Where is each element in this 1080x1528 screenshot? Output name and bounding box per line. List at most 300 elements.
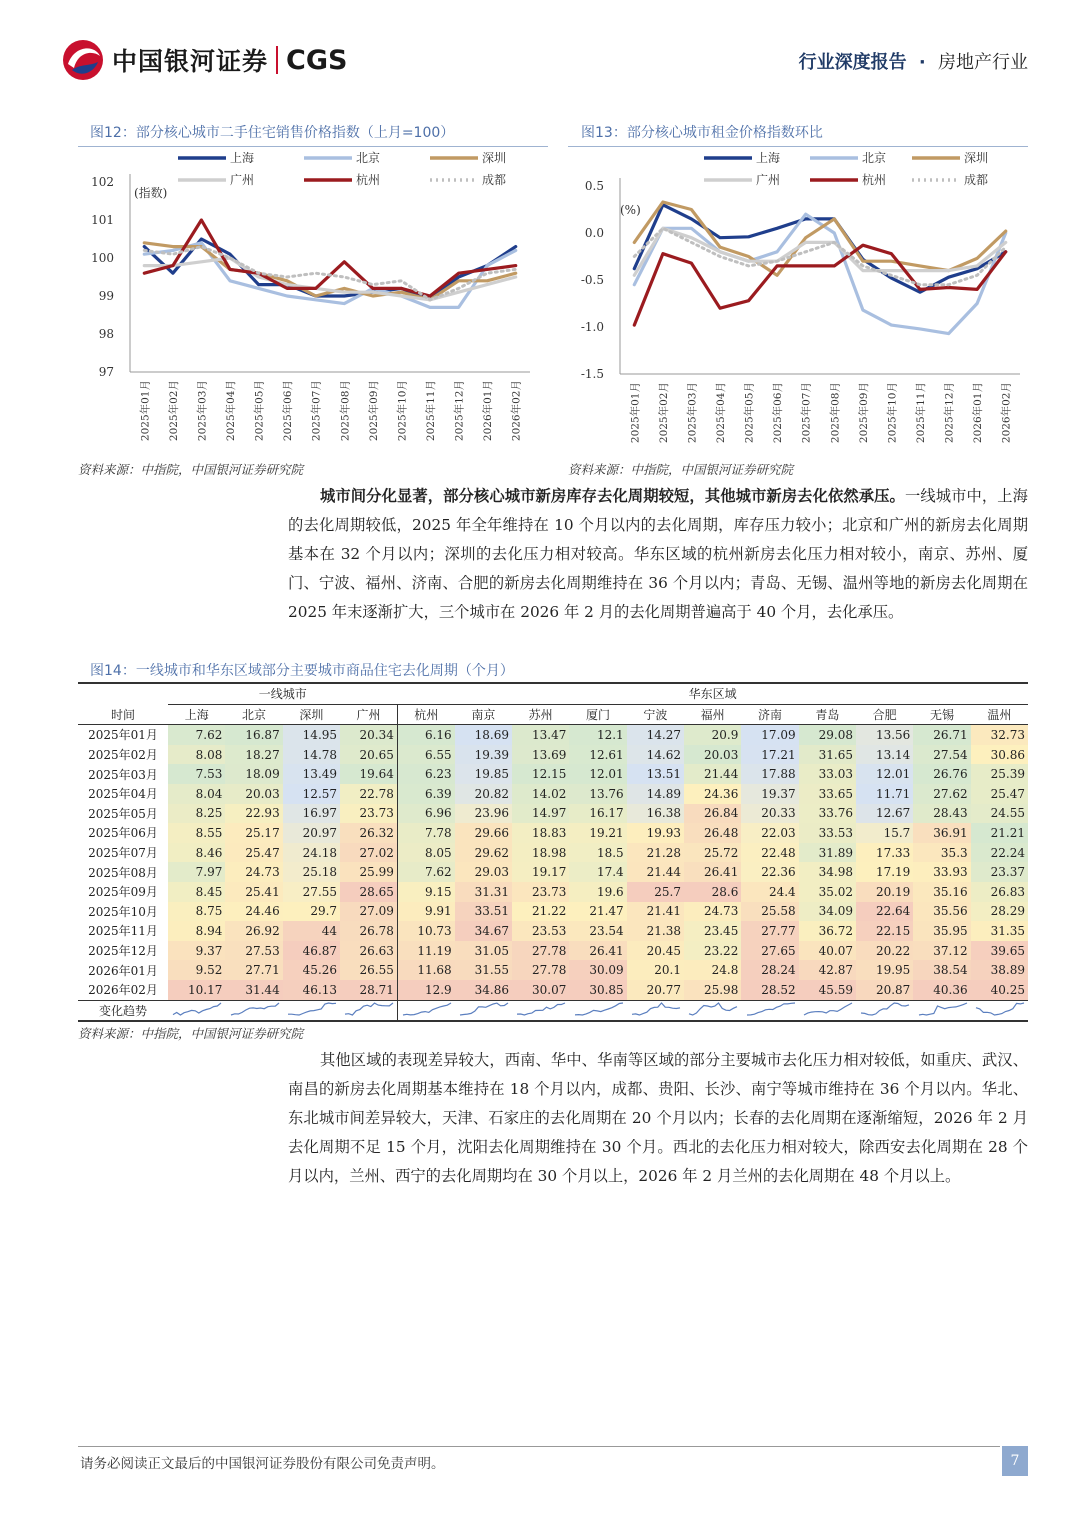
table-cell: 31.55: [455, 960, 512, 980]
table-cell: 9.15: [397, 882, 454, 902]
table-cell: 22.64: [856, 902, 913, 922]
table-cell: 45.59: [799, 980, 856, 1000]
table-cell: 26.63: [340, 941, 397, 961]
trend-sparkline: [861, 1003, 909, 1015]
fig13-title: 图13：部分核心城市租金价格指数环比: [581, 125, 823, 141]
x-tick-label: 2025年09月: [857, 382, 870, 444]
row-time-label: 2025年09月: [78, 882, 168, 902]
y-axis-label: (指数): [134, 186, 168, 200]
table-cell: 17.21: [741, 745, 798, 765]
fig12-source: 资料来源：中指院，中国银河证券研究院: [78, 462, 304, 477]
city-header: 合肥: [856, 704, 913, 725]
table-cell: 29.62: [455, 843, 512, 863]
table-cell: 27.71: [225, 960, 282, 980]
table-cell: 18.5: [569, 843, 626, 863]
table-cell: 16.87: [225, 725, 282, 745]
table-cell: 26.84: [684, 804, 741, 824]
table-cell: 27.54: [913, 745, 970, 765]
table-cell: 6.16: [397, 725, 454, 745]
row-time-label: 2025年08月: [78, 862, 168, 882]
row-time-label: 2025年12月: [78, 941, 168, 961]
table-cell: 27.53: [225, 941, 282, 961]
table-cell: 8.75: [168, 902, 225, 922]
table-cell: 25.47: [225, 843, 282, 863]
table-cell: 11.19: [397, 941, 454, 961]
table-cell: 45.26: [283, 960, 340, 980]
table-cell: 12.57: [283, 784, 340, 804]
table-cell: 17.09: [741, 725, 798, 745]
table-cell: 19.37: [741, 784, 798, 804]
table-cell: 18.83: [512, 823, 569, 843]
table-cell: 20.03: [225, 784, 282, 804]
trend-sparkline: [517, 1003, 565, 1015]
table-cell: 26.41: [569, 941, 626, 961]
legend-label-shanghai: 上海: [756, 151, 781, 165]
table-cell: 40.25: [971, 980, 1028, 1000]
table-cell: 31.35: [971, 921, 1028, 941]
trend-sparkline: [173, 1003, 221, 1015]
table-cell: 35.16: [913, 882, 970, 902]
time-header: 时间: [78, 704, 168, 725]
table-cell: 30.86: [971, 745, 1028, 765]
city-header: 福州: [684, 704, 741, 725]
y-tick-label: 0.5: [584, 179, 604, 193]
paragraph-body: 一线城市中，上海的去化周期较低，2025 年全年维持在 10 个月以内的去化周期，库存压力较小；北京和广州的新房去化周期基本在 32 个月以内；深圳的去化压力相对较高。华东区域的杭州新房去化压力相对较小，南京、苏州、厦门、宁波、福州、济南、合肥的新房去化周期维持在 36 个月以内；青岛、无锡、温州等地的新房去化周期在 2025 年末逐渐扩大，三个城市在 2026 年 2 月的去化周期普遍高于 40 个月，去化承压。: [288, 487, 1028, 621]
city-header: 上海: [168, 704, 225, 725]
row-time-label: 2025年07月: [78, 843, 168, 863]
table-cell: 23.22: [684, 941, 741, 961]
table-cell: 18.69: [455, 725, 512, 745]
row-time-label: 2025年05月: [78, 804, 168, 824]
table-cell: 14.89: [627, 784, 684, 804]
y-tick-label: 0.0: [584, 226, 604, 240]
table-cell: 26.78: [340, 921, 397, 941]
table-cell: 20.03: [684, 745, 741, 765]
table-cell: 26.32: [340, 823, 397, 843]
legend-label-shenzhen: 深圳: [482, 151, 507, 165]
x-tick-label: 2026年01月: [972, 382, 985, 444]
table-cell: 25.99: [340, 862, 397, 882]
table-cell: 24.73: [225, 862, 282, 882]
table-cell: 39.65: [971, 941, 1028, 961]
table-row: [78, 980, 1028, 1000]
table-row: [78, 862, 1028, 882]
legend-label-shanghai: 上海: [230, 151, 255, 165]
table-cell: 36.72: [799, 921, 856, 941]
table-cell: 30.09: [569, 960, 626, 980]
x-tick-label: 2026年01月: [482, 380, 495, 442]
table-cell: 16.97: [283, 804, 340, 824]
table-cell: 8.94: [168, 921, 225, 941]
table-cell: 34.86: [455, 980, 512, 1000]
row-time-label: 2026年01月: [78, 960, 168, 980]
table-cell: 14.02: [512, 784, 569, 804]
table-row: [78, 804, 1028, 824]
table-cell: 28.29: [971, 902, 1028, 922]
table-cell: 18.27: [225, 745, 282, 765]
table-cell: 27.62: [913, 784, 970, 804]
table-cell: 12.01: [569, 764, 626, 784]
trend-sparkline-cell: [684, 1000, 741, 1021]
x-tick-label: 2025年04月: [225, 380, 237, 442]
table-cell: 29.7: [283, 902, 340, 922]
footer-rule: [78, 1446, 1000, 1447]
table-cell: 16.38: [627, 804, 684, 824]
table-cell: 29.03: [455, 862, 512, 882]
table-cell: 29.66: [455, 823, 512, 843]
table-cell: 24.8: [684, 960, 741, 980]
paragraph-lead-bold: 城市间分化显著，部分核心城市新房库存去化周期较短，其他城市新房去化依然承压。: [320, 487, 905, 505]
table-cell: 13.47: [512, 725, 569, 745]
table-cell: 14.97: [512, 804, 569, 824]
logo-separator: [276, 46, 278, 74]
table-cell: 12.9: [397, 980, 454, 1000]
x-tick-label: 2025年08月: [339, 380, 352, 442]
footer-disclaimer: 请务必阅读正文最后的中国银河证券股份有限公司免责声明。: [80, 1456, 445, 1472]
table-cell: 8.45: [168, 882, 225, 902]
x-tick-label: 2025年10月: [886, 382, 899, 444]
table-cell: 21.38: [627, 921, 684, 941]
table-cell: 46.87: [283, 941, 340, 961]
table-cell: 17.4: [569, 862, 626, 882]
x-tick-label: 2025年12月: [453, 380, 466, 442]
table-cell: 19.85: [455, 764, 512, 784]
table-cell: 25.98: [684, 980, 741, 1000]
table-cell: 30.85: [569, 980, 626, 1000]
table-cell: 46.13: [283, 980, 340, 1000]
table-cell: 7.97: [168, 862, 225, 882]
trend-sparkline: [632, 1003, 680, 1015]
table-cell: 22.48: [741, 843, 798, 863]
city-header: 苏州: [512, 704, 569, 725]
trend-sparkline: [575, 1003, 623, 1015]
table-row: [78, 882, 1028, 902]
x-tick-label: 2025年03月: [686, 382, 699, 444]
table-cell: 13.56: [856, 725, 913, 745]
table-cell: 25.41: [225, 882, 282, 902]
table-row: [78, 784, 1028, 804]
table-row: [78, 902, 1028, 922]
fig14-source: 资料来源：中指院，中国银河证券研究院: [78, 1026, 304, 1041]
table-cell: 31.44: [225, 980, 282, 1000]
trend-sparkline-cell: [856, 1000, 913, 1021]
y-tick-label: -0.5: [580, 273, 604, 287]
table-cell: 6.96: [397, 804, 454, 824]
table-cell: 18.09: [225, 764, 282, 784]
trend-sparkline: [345, 1003, 393, 1015]
trend-sparkline-cell: [512, 1000, 569, 1021]
table-cell: 21.28: [627, 843, 684, 863]
city-header: 深圳: [283, 704, 340, 725]
table-cell: 23.45: [684, 921, 741, 941]
table-cell: 8.55: [168, 823, 225, 843]
trend-sparkline: [919, 1003, 967, 1015]
trend-sparkline: [403, 1003, 451, 1015]
table-cell: 17.19: [856, 862, 913, 882]
table-cell: 20.87: [856, 980, 913, 1000]
x-tick-label: 2025年07月: [800, 382, 813, 444]
table-cell: 26.76: [913, 764, 970, 784]
table-cell: 37.12: [913, 941, 970, 961]
table-cell: 24.18: [283, 843, 340, 863]
series-line-hangzhou: [144, 220, 515, 296]
legend-label-beijing: 北京: [862, 151, 887, 165]
fig14-title: 图14：一线城市和华东区域部分主要城市商品住宅去化周期（个月）: [90, 663, 514, 679]
table-cell: 30.07: [512, 980, 569, 1000]
trend-sparkline: [231, 1003, 279, 1015]
trend-label: 变化趋势: [78, 1000, 168, 1021]
table-cell: 26.83: [971, 882, 1028, 902]
trend-sparkline: [976, 1003, 1024, 1015]
table-cell: 35.95: [913, 921, 970, 941]
table-cell: 13.69: [512, 745, 569, 765]
row-time-label: 2025年06月: [78, 823, 168, 843]
table-row: [78, 764, 1028, 784]
table-cell: 28.52: [741, 980, 798, 1000]
table-cell: 21.44: [684, 764, 741, 784]
series-line-shanghai: [634, 205, 1005, 292]
trend-sparkline: [288, 1003, 336, 1015]
paragraph-city-divergence: [288, 482, 1028, 627]
table-cell: 24.4: [741, 882, 798, 902]
table-cell: 14.78: [283, 745, 340, 765]
table-cell: 33.65: [799, 784, 856, 804]
trend-sparkline-cell: [971, 1000, 1028, 1021]
table-cell: 24.73: [684, 902, 741, 922]
table-cell: 9.52: [168, 960, 225, 980]
table-cell: 7.62: [168, 725, 225, 745]
table-cell: 20.9: [684, 725, 741, 745]
table-cell: 33.53: [799, 823, 856, 843]
table-cell: 24.36: [684, 784, 741, 804]
table-cell: 23.54: [569, 921, 626, 941]
trend-sparkline-cell: [397, 1000, 454, 1021]
table-row: [78, 960, 1028, 980]
table-cell: 24.46: [225, 902, 282, 922]
legend-label-guangzhou: 广州: [230, 173, 255, 187]
table-cell: 12.1: [569, 725, 626, 745]
trend-sparkline-cell: [627, 1000, 684, 1021]
trend-sparkline: [747, 1003, 795, 1015]
table-cell: 8.25: [168, 804, 225, 824]
city-header: 杭州: [397, 704, 454, 725]
table-cell: 25.72: [684, 843, 741, 863]
table-cell: 13.14: [856, 745, 913, 765]
table-cell: 21.22: [512, 902, 569, 922]
trend-sparkline-cell: [569, 1000, 626, 1021]
fig13-title-rule: [568, 146, 1028, 147]
table-cell: 36.91: [913, 823, 970, 843]
city-header: 青岛: [799, 704, 856, 725]
x-tick-label: 2026年02月: [1000, 382, 1013, 444]
city-header: 北京: [225, 704, 282, 725]
row-time-label: 2025年10月: [78, 902, 168, 922]
table-cell: 20.34: [340, 725, 397, 745]
y-tick-label: 101: [91, 213, 114, 227]
table-cell: 33.03: [799, 764, 856, 784]
table-cell: 23.37: [971, 862, 1028, 882]
table-cell: 19.93: [627, 823, 684, 843]
table-cell: 22.78: [340, 784, 397, 804]
table-cell: 27.09: [340, 902, 397, 922]
table-cell: 22.93: [225, 804, 282, 824]
series-line-beijing: [634, 214, 1005, 333]
table-cell: 33.93: [913, 862, 970, 882]
table-cell: 34.67: [455, 921, 512, 941]
table-cell: 23.73: [512, 882, 569, 902]
legend-label-hangzhou: 杭州: [356, 173, 381, 187]
city-header: 温州: [971, 704, 1028, 725]
x-tick-label: 2025年06月: [772, 382, 785, 444]
x-tick-label: 2025年08月: [829, 382, 842, 444]
table-cell: 8.04: [168, 784, 225, 804]
table-cell: 20.45: [627, 941, 684, 961]
legend-label-chengdu: 成都: [964, 173, 989, 187]
legend-label-chengdu: 成都: [482, 173, 507, 187]
table-cell: 25.17: [225, 823, 282, 843]
x-tick-label: 2026年02月: [510, 380, 523, 442]
table-cell: 22.24: [971, 843, 1028, 863]
table-cell: 20.77: [627, 980, 684, 1000]
row-time-label: 2025年01月: [78, 725, 168, 745]
table-cell: 22.15: [856, 921, 913, 941]
trend-sparkline-cell: [741, 1000, 798, 1021]
fig13-source: 资料来源：中指院，中国银河证券研究院: [568, 462, 794, 477]
table-row: [78, 725, 1028, 745]
table-cell: 33.76: [799, 804, 856, 824]
table-cell: 27.65: [741, 941, 798, 961]
y-axis-label: (%): [620, 203, 641, 217]
city-header: 南京: [455, 704, 512, 725]
trend-sparkline-cell: [455, 1000, 512, 1021]
table-cell: 18.98: [512, 843, 569, 863]
table-cell: 8.08: [168, 745, 225, 765]
fig12-title: 图12：部分核心城市二手住宅销售价格指数（上月=100）: [90, 125, 455, 141]
table-cell: 42.87: [799, 960, 856, 980]
table-cell: 44: [283, 921, 340, 941]
table-cell: 6.39: [397, 784, 454, 804]
fig14-table-wrap: [78, 682, 1028, 1022]
y-tick-label: 97: [98, 365, 114, 379]
trend-sparkline-cell: [340, 1000, 397, 1021]
trend-sparkline-cell: [283, 1000, 340, 1021]
logo-chinese-name: 中国银河证券: [112, 47, 269, 76]
trend-sparkline-cell: [799, 1000, 856, 1021]
x-tick-label: 2025年11月: [915, 382, 927, 444]
header-logo: [60, 38, 347, 82]
table-cell: 19.17: [512, 862, 569, 882]
row-time-label: 2025年04月: [78, 784, 168, 804]
table-cell: 22.03: [741, 823, 798, 843]
x-tick-label: 2025年09月: [367, 380, 380, 442]
x-tick-label: 2025年05月: [743, 382, 756, 444]
table-cell: 13.51: [627, 764, 684, 784]
legend-label-hangzhou: 杭州: [862, 173, 887, 187]
table-cell: 35.02: [799, 882, 856, 902]
table-cell: 13.49: [283, 764, 340, 784]
series-line-guangzhou: [634, 228, 1005, 275]
y-tick-label: 100: [91, 251, 114, 265]
table-cell: 7.62: [397, 862, 454, 882]
table-cell: 32.73: [971, 725, 1028, 745]
table-cell: 21.44: [627, 862, 684, 882]
table-cell: 19.95: [856, 960, 913, 980]
table-row: [78, 941, 1028, 961]
table-cell: 26.71: [913, 725, 970, 745]
table-cell: 12.01: [856, 764, 913, 784]
x-tick-label: 2025年02月: [167, 380, 180, 442]
y-tick-label: 99: [98, 289, 114, 303]
table-cell: 26.48: [684, 823, 741, 843]
trend-sparkline-cell: [225, 1000, 282, 1021]
x-tick-label: 2025年10月: [396, 380, 409, 442]
table-cell: 19.6: [569, 882, 626, 902]
table-cell: 26.92: [225, 921, 282, 941]
table-cell: 28.71: [340, 980, 397, 1000]
table-cell: 8.46: [168, 843, 225, 863]
table-cell: 38.89: [971, 960, 1028, 980]
table-cell: 40.07: [799, 941, 856, 961]
y-tick-label: 98: [98, 327, 114, 341]
fig13-chart: [568, 148, 1028, 458]
table-cell: 28.6: [684, 882, 741, 902]
table-cell: 25.18: [283, 862, 340, 882]
legend-label-beijing: 北京: [356, 151, 381, 165]
y-tick-label: 102: [91, 175, 114, 189]
table-row: [78, 843, 1028, 863]
table-cell: 31.31: [455, 882, 512, 902]
row-time-label: 2025年11月: [78, 921, 168, 941]
table-cell: 19.21: [569, 823, 626, 843]
row-time-label: 2025年03月: [78, 764, 168, 784]
table-cell: 25.39: [971, 764, 1028, 784]
cgs-logo-icon: [60, 38, 106, 82]
table-cell: 12.61: [569, 745, 626, 765]
header-dot: ·: [918, 52, 926, 73]
x-tick-label: 2025年03月: [196, 380, 209, 442]
table-cell: 25.58: [741, 902, 798, 922]
table-cell: 13.76: [569, 784, 626, 804]
table-cell: 15.7: [856, 823, 913, 843]
x-tick-label: 2025年05月: [253, 380, 266, 442]
table-cell: 14.95: [283, 725, 340, 745]
table-row: [78, 823, 1028, 843]
x-tick-label: 2025年11月: [425, 380, 437, 442]
city-header: 济南: [741, 704, 798, 725]
row-time-label: 2026年02月: [78, 980, 168, 1000]
city-header: 宁波: [627, 704, 684, 725]
table-cell: 20.1: [627, 960, 684, 980]
table-row: [78, 921, 1028, 941]
table-cell: 33.51: [455, 902, 512, 922]
table-cell: 10.17: [168, 980, 225, 1000]
trend-row: [78, 1000, 1028, 1021]
y-tick-label: -1.5: [580, 367, 604, 381]
table-cell: 31.05: [455, 941, 512, 961]
table-cell: 38.54: [913, 960, 970, 980]
table-cell: 24.55: [971, 804, 1028, 824]
table-cell: 20.22: [856, 941, 913, 961]
x-tick-label: 2025年01月: [629, 382, 642, 444]
group-east-header: 华东区域: [397, 683, 1028, 704]
x-tick-label: 2025年01月: [139, 380, 152, 442]
table-cell: 23.96: [455, 804, 512, 824]
table-cell: 12.15: [512, 764, 569, 784]
table-cell: 7.78: [397, 823, 454, 843]
table-cell: 9.37: [168, 941, 225, 961]
x-tick-label: 2025年04月: [715, 382, 727, 444]
table-cell: 8.05: [397, 843, 454, 863]
